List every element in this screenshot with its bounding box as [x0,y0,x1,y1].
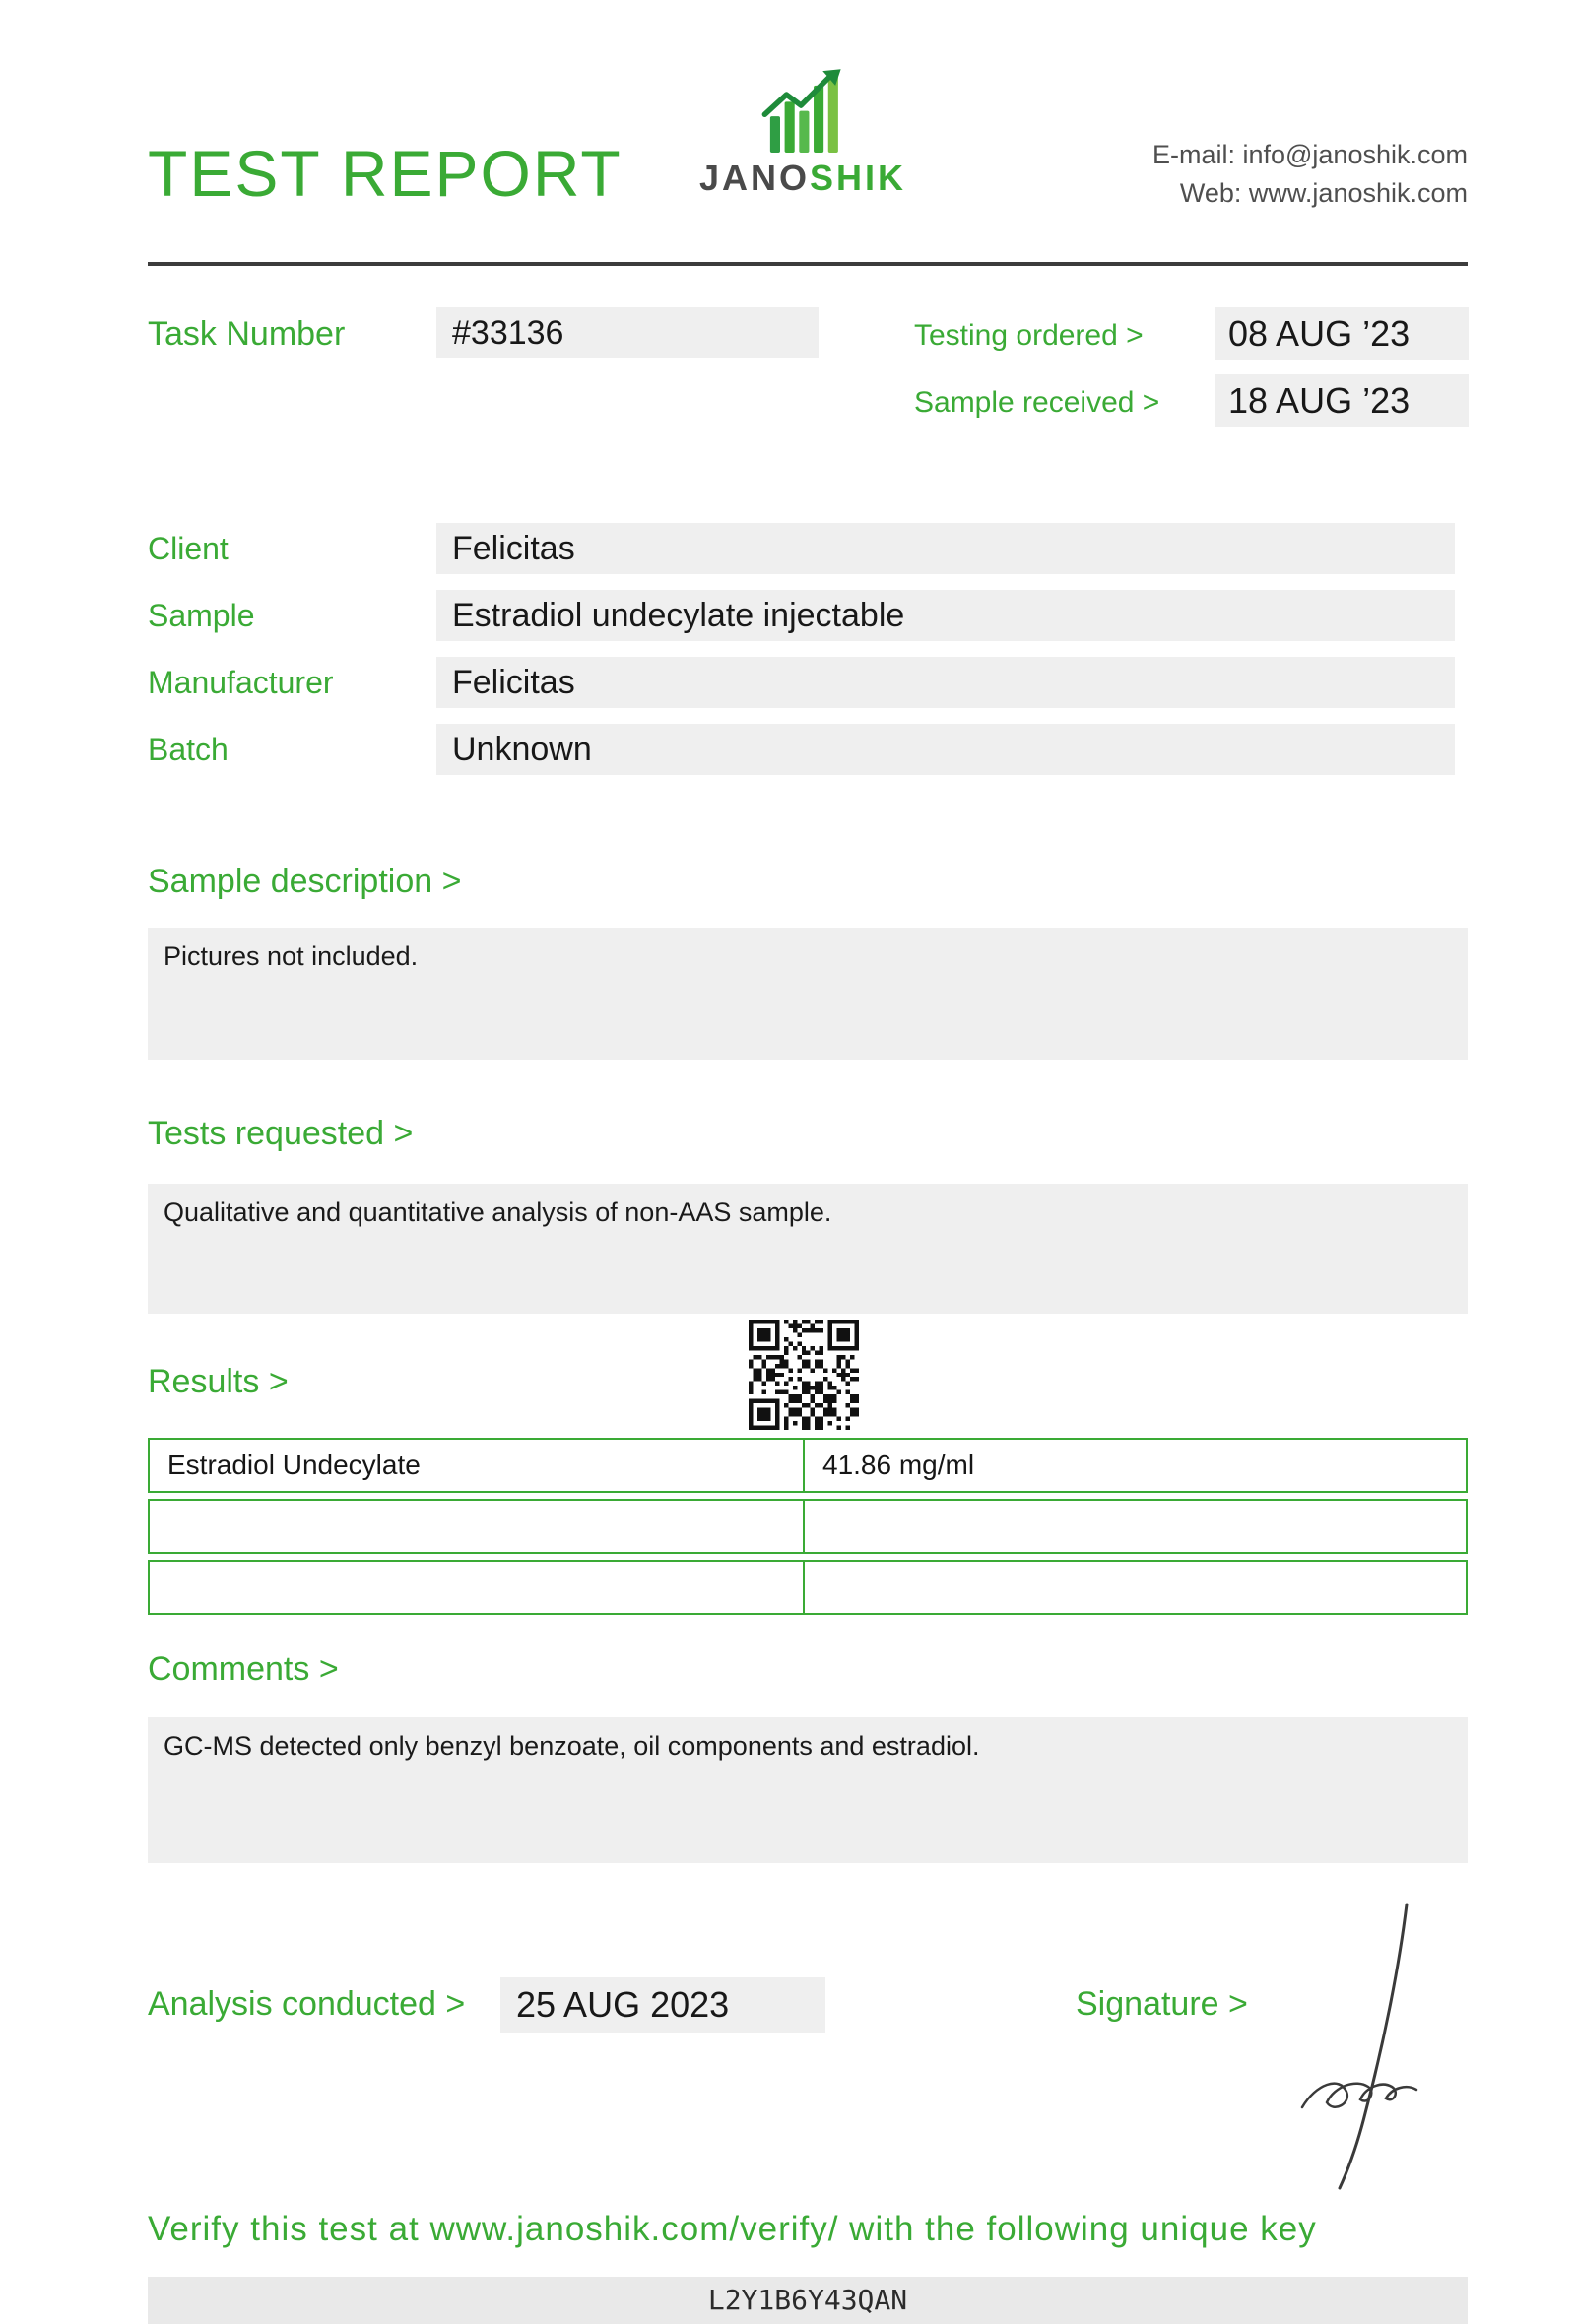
signature-label: Signature > [1076,1985,1248,2023]
detail-row-manufacturer [148,657,1468,708]
analyte-cell [150,1501,805,1552]
header-divider [148,262,1468,266]
result-row [148,1560,1468,1615]
manufacturer-label: Manufacturer [148,665,334,700]
result-cell [805,1501,1466,1552]
analyte-cell [150,1562,805,1613]
contact-email: E-mail: info@janoshik.com [1151,140,1468,169]
logo-wordmark [678,158,928,199]
contact-web: Web: www.janoshik.com [1179,178,1468,208]
sample-description-box [148,928,1468,1060]
task-number-label: Task Number [148,315,346,353]
manufacturer-value: Felicitas [436,657,1455,708]
tests-requested-text: Qualitative and quantitative analysis of non-AAS sample. [164,1197,832,1227]
result-cell [805,1562,1466,1613]
comments-text: GC-MS detected only benzyl benzoate, oil components and estradiol. [164,1731,980,1761]
logo-wordmark-jano: JANO [698,158,810,198]
batch-value: Unknown [436,724,1455,775]
sample-received-label: Sample received > [914,386,1160,419]
detail-row-batch [148,724,1468,775]
logo-chart-icon [757,69,848,156]
sample-description-text: Pictures not included. [164,941,419,971]
analyte-cell: Estradiol Undecylate [150,1440,805,1491]
janoshik-logo [678,69,928,199]
sample-value: Estradiol undecylate injectable [436,590,1455,641]
sample-label: Sample [148,598,255,633]
batch-label: Batch [148,732,229,767]
analysis-date-value: 25 AUG 2023 [500,1977,825,2033]
tests-requested-heading: Tests requested > [148,1115,414,1152]
comments-box [148,1717,1468,1863]
verify-text: Verify this test at www.janoshik.com/verify/ with the following unique key [148,2210,1317,2248]
detail-row-client [148,523,1468,574]
detail-row-sample [148,590,1468,641]
qr-code [749,1320,859,1430]
tests-requested-box [148,1184,1468,1314]
sample-description-heading: Sample description > [148,863,462,900]
result-row [148,1499,1468,1554]
result-row [148,1438,1468,1493]
result-cell: 41.86 mg/ml [822,1450,975,1480]
task-number-value: #33136 [436,307,819,358]
comments-heading: Comments > [148,1650,339,1688]
logo-wordmark-shik: SHIK [810,158,907,198]
testing-ordered-label: Testing ordered > [914,319,1144,352]
client-value: Felicitas [436,523,1455,574]
testing-ordered-value: 08 AUG ’23 [1215,307,1469,360]
analysis-conducted-label: Analysis conducted > [148,1985,466,2023]
unique-key-bar [148,2277,1468,2324]
client-label: Client [148,531,229,566]
results-table [148,1438,1468,1621]
results-heading: Results > [148,1363,289,1400]
contact-block [1152,136,1468,213]
unique-key: L2Y1B6Y43QAN [707,2284,908,2316]
signature-image [1288,1899,1450,2194]
sample-received-value: 18 AUG ’23 [1215,374,1469,427]
report-title: TEST REPORT [148,137,623,210]
